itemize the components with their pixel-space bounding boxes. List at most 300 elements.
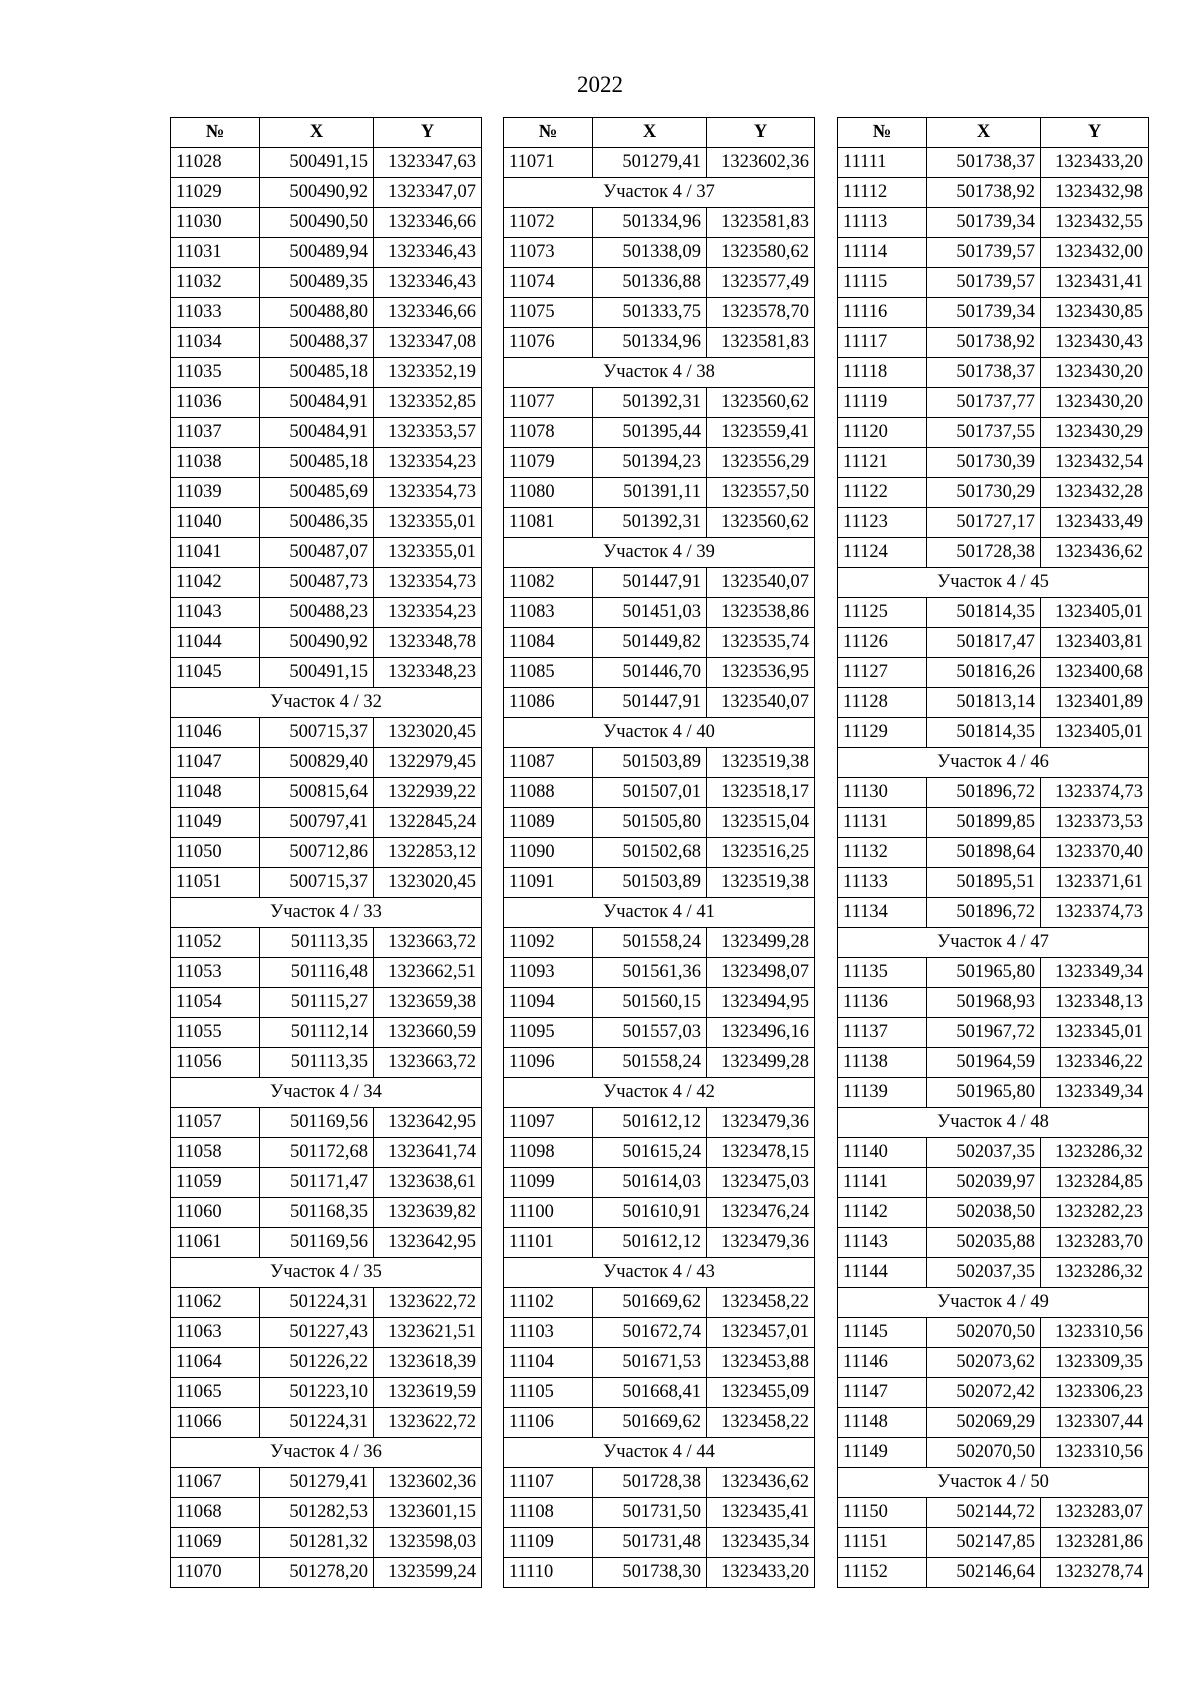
table-row [171, 178, 482, 208]
table-row [838, 1048, 1149, 1078]
table-row [504, 1408, 815, 1438]
table-row [838, 1078, 1149, 1108]
point-number: 11058 [171, 1138, 260, 1168]
point-number: 11085 [504, 658, 593, 688]
y-coordinate: 1322853,12 [374, 838, 482, 868]
y-coordinate: 1323518,17 [707, 778, 815, 808]
x-coordinate: 501113,35 [260, 1048, 374, 1078]
x-coordinate: 501171,47 [260, 1168, 374, 1198]
y-coordinate: 1323479,36 [707, 1228, 815, 1258]
point-number: 11062 [171, 1288, 260, 1318]
y-coordinate: 1323354,23 [374, 598, 482, 628]
table-row [838, 868, 1149, 898]
point-number: 11091 [504, 868, 593, 898]
y-coordinate: 1323436,62 [707, 1468, 815, 1498]
table-row [838, 508, 1149, 538]
x-coordinate: 501282,53 [260, 1498, 374, 1528]
x-coordinate: 501728,38 [927, 538, 1041, 568]
point-number: 11073 [504, 238, 593, 268]
x-coordinate: 502038,50 [927, 1198, 1041, 1228]
y-coordinate: 1323354,23 [374, 448, 482, 478]
point-number: 11071 [504, 148, 593, 178]
point-number: 11099 [504, 1168, 593, 1198]
table-row [171, 1318, 482, 1348]
y-coordinate: 1323352,85 [374, 388, 482, 418]
y-coordinate: 1323306,23 [1041, 1378, 1149, 1408]
y-coordinate: 1323580,62 [707, 238, 815, 268]
table-row [504, 1048, 815, 1078]
table-row [838, 1138, 1149, 1168]
x-coordinate: 501813,14 [927, 688, 1041, 718]
section-label: Участок 4 / 47 [838, 928, 1149, 958]
table-row [504, 238, 815, 268]
x-coordinate: 501168,35 [260, 1198, 374, 1228]
x-coordinate: 501898,64 [927, 838, 1041, 868]
point-number: 11103 [504, 1318, 593, 1348]
point-number: 11041 [171, 538, 260, 568]
x-coordinate: 501669,62 [593, 1288, 707, 1318]
x-coordinate: 502039,97 [927, 1168, 1041, 1198]
table-row [838, 898, 1149, 928]
point-number: 11135 [838, 958, 927, 988]
x-coordinate: 501392,31 [593, 388, 707, 418]
table-row [504, 1168, 815, 1198]
point-number: 11095 [504, 1018, 593, 1048]
table-row [838, 268, 1149, 298]
y-coordinate: 1323435,34 [707, 1528, 815, 1558]
x-coordinate: 501610,91 [593, 1198, 707, 1228]
section-label: Участок 4 / 48 [838, 1108, 1149, 1138]
table-row [838, 1348, 1149, 1378]
point-number: 11078 [504, 418, 593, 448]
table-row [504, 568, 815, 598]
x-coordinate: 502035,88 [927, 1228, 1041, 1258]
y-coordinate: 1323499,28 [707, 1048, 815, 1078]
table-row [171, 928, 482, 958]
x-coordinate: 500490,92 [260, 178, 374, 208]
x-coordinate: 500485,18 [260, 358, 374, 388]
point-number: 11049 [171, 808, 260, 838]
point-number: 11138 [838, 1048, 927, 1078]
y-coordinate: 1323432,55 [1041, 208, 1149, 238]
point-number: 11068 [171, 1498, 260, 1528]
y-coordinate: 1323516,25 [707, 838, 815, 868]
table-row [838, 298, 1149, 328]
point-number: 11151 [838, 1528, 927, 1558]
point-number: 11048 [171, 778, 260, 808]
x-coordinate: 502072,42 [927, 1378, 1041, 1408]
x-coordinate: 502073,62 [927, 1348, 1041, 1378]
table-row [171, 448, 482, 478]
y-coordinate: 1323309,35 [1041, 1348, 1149, 1378]
x-coordinate: 500489,35 [260, 268, 374, 298]
y-coordinate: 1323020,45 [374, 868, 482, 898]
y-coordinate: 1323641,74 [374, 1138, 482, 1168]
x-coordinate: 501172,68 [260, 1138, 374, 1168]
table-row [504, 1378, 815, 1408]
table-row [838, 388, 1149, 418]
point-number: 11069 [171, 1528, 260, 1558]
x-coordinate: 501669,62 [593, 1408, 707, 1438]
y-coordinate: 1323430,20 [1041, 358, 1149, 388]
table-row [504, 1198, 815, 1228]
point-number: 11145 [838, 1318, 927, 1348]
point-number: 11132 [838, 838, 927, 868]
point-number: 11146 [838, 1348, 927, 1378]
table-row [171, 658, 482, 688]
y-coordinate: 1323283,70 [1041, 1228, 1149, 1258]
x-coordinate: 500715,37 [260, 718, 374, 748]
y-coordinate: 1323284,85 [1041, 1168, 1149, 1198]
table-row [838, 208, 1149, 238]
y-coordinate: 1323347,08 [374, 328, 482, 358]
table-row [171, 958, 482, 988]
y-coordinate: 1323662,51 [374, 958, 482, 988]
section-label: Участок 4 / 43 [504, 1258, 815, 1288]
table-row [504, 478, 815, 508]
point-number: 11086 [504, 688, 593, 718]
x-coordinate: 502146,64 [927, 1558, 1041, 1588]
x-coordinate: 501731,50 [593, 1498, 707, 1528]
section-row [171, 898, 482, 928]
x-coordinate: 501279,41 [260, 1468, 374, 1498]
x-coordinate: 501334,96 [593, 328, 707, 358]
x-coordinate: 501896,72 [927, 778, 1041, 808]
table-header-row [838, 118, 1149, 148]
x-coordinate: 501394,23 [593, 448, 707, 478]
point-number: 11057 [171, 1108, 260, 1138]
x-coordinate: 501227,43 [260, 1318, 374, 1348]
point-number: 11121 [838, 448, 927, 478]
table-row [504, 1558, 815, 1588]
section-row [171, 1078, 482, 1108]
x-coordinate: 501391,11 [593, 478, 707, 508]
table-row [504, 1228, 815, 1258]
y-coordinate: 1323540,07 [707, 688, 815, 718]
y-coordinate: 1323560,62 [707, 508, 815, 538]
x-coordinate: 501505,80 [593, 808, 707, 838]
point-number: 11129 [838, 718, 927, 748]
point-number: 11065 [171, 1378, 260, 1408]
table-row [171, 628, 482, 658]
table-row [171, 1108, 482, 1138]
y-coordinate: 1323354,73 [374, 568, 482, 598]
x-coordinate: 501738,37 [927, 358, 1041, 388]
y-coordinate: 1323660,59 [374, 1018, 482, 1048]
x-coordinate: 500715,37 [260, 868, 374, 898]
x-coordinate: 500488,23 [260, 598, 374, 628]
table-row [504, 1108, 815, 1138]
section-row [838, 1468, 1149, 1498]
coordinates-table-3 [837, 117, 1149, 1588]
table-row [838, 688, 1149, 718]
x-coordinate: 501728,38 [593, 1468, 707, 1498]
y-coordinate: 1323435,41 [707, 1498, 815, 1528]
point-number: 11075 [504, 298, 593, 328]
x-coordinate: 501965,80 [927, 958, 1041, 988]
x-coordinate: 501224,31 [260, 1408, 374, 1438]
x-coordinate: 501614,03 [593, 1168, 707, 1198]
x-coordinate: 500487,07 [260, 538, 374, 568]
point-number: 11141 [838, 1168, 927, 1198]
point-number: 11051 [171, 868, 260, 898]
table-row [838, 328, 1149, 358]
y-coordinate: 1323479,36 [707, 1108, 815, 1138]
point-number: 11063 [171, 1318, 260, 1348]
y-coordinate: 1323405,01 [1041, 718, 1149, 748]
section-row [504, 1258, 815, 1288]
y-coordinate: 1323307,44 [1041, 1408, 1149, 1438]
x-coordinate: 501278,20 [260, 1558, 374, 1588]
point-number: 11050 [171, 838, 260, 868]
table-row [171, 1048, 482, 1078]
y-coordinate: 1323638,61 [374, 1168, 482, 1198]
section-label: Участок 4 / 41 [504, 898, 815, 928]
point-number: 11029 [171, 178, 260, 208]
x-coordinate: 500487,73 [260, 568, 374, 598]
y-coordinate: 1323642,95 [374, 1108, 482, 1138]
y-coordinate: 1323458,22 [707, 1408, 815, 1438]
point-number: 11117 [838, 328, 927, 358]
point-number: 11101 [504, 1228, 593, 1258]
point-number: 11044 [171, 628, 260, 658]
point-number: 11106 [504, 1408, 593, 1438]
y-coordinate: 1323286,32 [1041, 1258, 1149, 1288]
y-coordinate: 1323519,38 [707, 868, 815, 898]
table-row [838, 148, 1149, 178]
x-coordinate: 501968,93 [927, 988, 1041, 1018]
point-number: 11105 [504, 1378, 593, 1408]
x-coordinate: 500712,86 [260, 838, 374, 868]
x-coordinate: 501612,12 [593, 1108, 707, 1138]
section-row [171, 688, 482, 718]
y-coordinate: 1323433,49 [1041, 508, 1149, 538]
table-row [504, 868, 815, 898]
section-label: Участок 4 / 45 [838, 568, 1149, 598]
point-number: 11046 [171, 718, 260, 748]
point-number: 11123 [838, 508, 927, 538]
y-coordinate: 1323663,72 [374, 928, 482, 958]
y-coordinate: 1323431,41 [1041, 268, 1149, 298]
x-coordinate: 501671,53 [593, 1348, 707, 1378]
x-coordinate: 500829,40 [260, 748, 374, 778]
table-row [504, 1138, 815, 1168]
y-coordinate: 1323619,59 [374, 1378, 482, 1408]
table-row [171, 328, 482, 358]
section-row [504, 1438, 815, 1468]
y-coordinate: 1323020,45 [374, 718, 482, 748]
table-body [504, 148, 815, 1588]
y-coordinate: 1323436,62 [1041, 538, 1149, 568]
point-number: 11030 [171, 208, 260, 238]
y-coordinate: 1323559,41 [707, 418, 815, 448]
header-number: № [838, 118, 927, 148]
point-number: 11109 [504, 1528, 593, 1558]
point-number: 11043 [171, 598, 260, 628]
y-coordinate: 1323598,03 [374, 1528, 482, 1558]
point-number: 11080 [504, 478, 593, 508]
point-number: 11077 [504, 388, 593, 418]
table-row [171, 268, 482, 298]
x-coordinate: 500484,91 [260, 388, 374, 418]
x-coordinate: 501223,10 [260, 1378, 374, 1408]
table-row [838, 988, 1149, 1018]
y-coordinate: 1323349,34 [1041, 958, 1149, 988]
x-coordinate: 501668,41 [593, 1378, 707, 1408]
x-coordinate: 501169,56 [260, 1108, 374, 1138]
x-coordinate: 501446,70 [593, 658, 707, 688]
table-row [838, 478, 1149, 508]
x-coordinate: 500484,91 [260, 418, 374, 448]
point-number: 11136 [838, 988, 927, 1018]
table-row [504, 598, 815, 628]
x-coordinate: 502037,35 [927, 1258, 1041, 1288]
y-coordinate: 1323283,07 [1041, 1498, 1149, 1528]
table-body [838, 148, 1149, 1588]
point-number: 11137 [838, 1018, 927, 1048]
header-number: № [171, 118, 260, 148]
table-row [838, 1228, 1149, 1258]
point-number: 11112 [838, 178, 927, 208]
y-coordinate: 1323354,73 [374, 478, 482, 508]
y-coordinate: 1323433,20 [707, 1558, 815, 1588]
x-coordinate: 500489,94 [260, 238, 374, 268]
point-number: 11143 [838, 1228, 927, 1258]
point-number: 11036 [171, 388, 260, 418]
x-coordinate: 501965,80 [927, 1078, 1041, 1108]
point-number: 11116 [838, 298, 927, 328]
x-coordinate: 500486,35 [260, 508, 374, 538]
table-row [171, 868, 482, 898]
x-coordinate: 500485,69 [260, 478, 374, 508]
table-row [171, 568, 482, 598]
table-row [838, 1198, 1149, 1228]
table-row [171, 298, 482, 328]
header-x: X [593, 118, 707, 148]
table-row [838, 1408, 1149, 1438]
y-coordinate: 1323282,23 [1041, 1198, 1149, 1228]
y-coordinate: 1323281,86 [1041, 1528, 1149, 1558]
x-coordinate: 501113,35 [260, 928, 374, 958]
y-coordinate: 1323455,09 [707, 1378, 815, 1408]
table-row [171, 1558, 482, 1588]
point-number: 11034 [171, 328, 260, 358]
point-number: 11028 [171, 148, 260, 178]
point-number: 11114 [838, 238, 927, 268]
table-row [171, 538, 482, 568]
point-number: 11072 [504, 208, 593, 238]
table-row [838, 778, 1149, 808]
table-row [171, 208, 482, 238]
point-number: 11133 [838, 868, 927, 898]
section-label: Участок 4 / 37 [504, 178, 815, 208]
table-row [838, 1018, 1149, 1048]
table-row [171, 1168, 482, 1198]
y-coordinate: 1323515,04 [707, 808, 815, 838]
x-coordinate: 501816,26 [927, 658, 1041, 688]
point-number: 11033 [171, 298, 260, 328]
x-coordinate: 501967,72 [927, 1018, 1041, 1048]
point-number: 11079 [504, 448, 593, 478]
y-coordinate: 1322979,45 [374, 748, 482, 778]
y-coordinate: 1323355,01 [374, 508, 482, 538]
table-row [504, 1348, 815, 1378]
x-coordinate: 501169,56 [260, 1228, 374, 1258]
y-coordinate: 1323659,38 [374, 988, 482, 1018]
y-coordinate: 1323430,20 [1041, 388, 1149, 418]
point-number: 11089 [504, 808, 593, 838]
y-coordinate: 1323458,22 [707, 1288, 815, 1318]
x-coordinate: 501737,55 [927, 418, 1041, 448]
table-row [171, 1528, 482, 1558]
point-number: 11031 [171, 238, 260, 268]
y-coordinate: 1323432,98 [1041, 178, 1149, 208]
table-row [171, 1408, 482, 1438]
x-coordinate: 501814,35 [927, 598, 1041, 628]
y-coordinate: 1323432,28 [1041, 478, 1149, 508]
table-row [171, 1378, 482, 1408]
coordinates-table-2 [503, 117, 815, 1588]
point-number: 11052 [171, 928, 260, 958]
y-coordinate: 1323371,61 [1041, 868, 1149, 898]
x-coordinate: 501730,29 [927, 478, 1041, 508]
x-coordinate: 501449,82 [593, 628, 707, 658]
point-number: 11110 [504, 1558, 593, 1588]
section-label: Участок 4 / 39 [504, 538, 815, 568]
x-coordinate: 500488,37 [260, 328, 374, 358]
y-coordinate: 1323346,22 [1041, 1048, 1149, 1078]
point-number: 11128 [838, 688, 927, 718]
table-row [504, 748, 815, 778]
x-coordinate: 501615,24 [593, 1138, 707, 1168]
x-coordinate: 501507,01 [593, 778, 707, 808]
y-coordinate: 1323540,07 [707, 568, 815, 598]
x-coordinate: 501737,77 [927, 388, 1041, 418]
table-row [838, 598, 1149, 628]
table-row [838, 1258, 1149, 1288]
table-row [504, 628, 815, 658]
x-coordinate: 501447,91 [593, 688, 707, 718]
x-coordinate: 501895,51 [927, 868, 1041, 898]
section-row [838, 928, 1149, 958]
table-row [504, 1468, 815, 1498]
y-coordinate: 1323430,43 [1041, 328, 1149, 358]
x-coordinate: 501739,57 [927, 268, 1041, 298]
point-number: 11096 [504, 1048, 593, 1078]
point-number: 11111 [838, 148, 927, 178]
y-coordinate: 1323310,56 [1041, 1438, 1149, 1468]
x-coordinate: 501817,47 [927, 628, 1041, 658]
point-number: 11098 [504, 1138, 593, 1168]
x-coordinate: 501116,48 [260, 958, 374, 988]
y-coordinate: 1323499,28 [707, 928, 815, 958]
table-row [171, 418, 482, 448]
x-coordinate: 501226,22 [260, 1348, 374, 1378]
y-coordinate: 1323347,63 [374, 148, 482, 178]
x-coordinate: 501336,88 [593, 268, 707, 298]
table-row [504, 838, 815, 868]
point-number: 11115 [838, 268, 927, 298]
section-row [838, 568, 1149, 598]
x-coordinate: 501814,35 [927, 718, 1041, 748]
point-number: 11083 [504, 598, 593, 628]
x-coordinate: 502144,72 [927, 1498, 1041, 1528]
x-coordinate: 500490,50 [260, 208, 374, 238]
x-coordinate: 501738,92 [927, 178, 1041, 208]
section-row [504, 178, 815, 208]
table-row [171, 1138, 482, 1168]
table-header-row [171, 118, 482, 148]
